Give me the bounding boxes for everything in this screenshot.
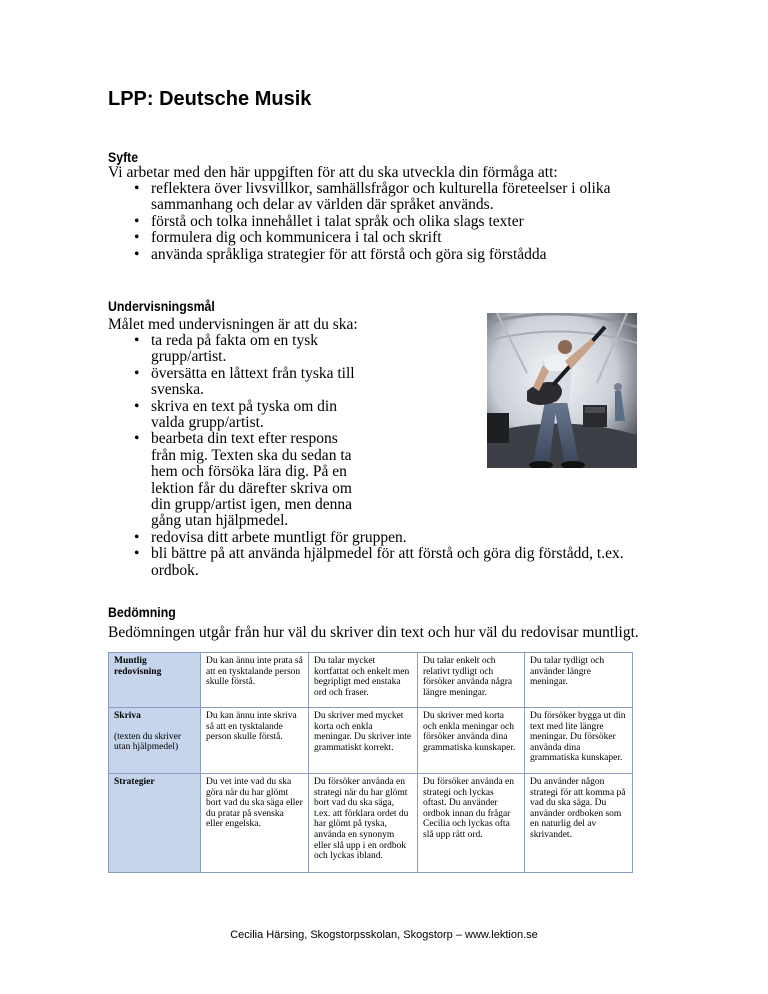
table-row	[109, 774, 633, 873]
syfte-intro: Vi arbetar med den här uppgiften för att du ska utveckla din förmåga att:	[108, 164, 558, 181]
list-item: • formulera dig och kommunicera i tal och skrift	[134, 229, 442, 247]
page-footer: Cecilia Härsing, Skogstorpsskolan, Skogstorp – www.lektion.se	[230, 929, 538, 941]
table-cell: Du försöker använda en strategi och lyckas oftast. Du använder ordbok innan du frågar Cecilia och lyckas ofta slå upp rätt ord.	[418, 774, 525, 873]
bedomning-intro: Bedömningen utgår från hur väl du skriver din text och hur väl du redovisar muntligt.	[108, 624, 639, 641]
table-cell: Du använder någon strategi för att komma på vad du ska säga. Du använder ordboken som en naturlig del av skrivandet.	[525, 774, 633, 873]
list-item: • bearbeta din text efter respons från mig. Texten ska du sedan ta hem och försöka lära dig. På en lektion får du därefter skriva om din grupp/artist igen, men denna gång utan hjälpmedel.	[134, 430, 353, 530]
table-cell: Du försöker bygga ut din text med lite längre meningar. Du försöker använda dina grammatiska kunskaper.	[525, 708, 633, 774]
list-item: • bli bättre på att använda hjälpmedel för att förstå och göra dig förstådd, t.ex. ordbok.	[134, 545, 624, 579]
table-cell: Du skriver med korta och enkla meningar och försöker använda dina grammatiska kunskaper.	[418, 708, 525, 774]
table-cell: Du kan ännu inte skriva så att en tysktalande person skulle förstå.	[201, 708, 309, 774]
row-header: Strategier	[109, 774, 201, 873]
row-header: Skriva (texten du skriver utan hjälpmedel)	[109, 708, 201, 774]
list-item: • ta reda på fakta om en tysk grupp/artist.	[134, 332, 318, 366]
list-item: • redovisa ditt arbete muntligt för gruppen.	[134, 528, 407, 546]
assessment-matrix	[108, 652, 633, 873]
table-cell: Du talar tydligt och använder längre meningar.	[525, 653, 633, 708]
list-item: • förstå och tolka innehållet i talat språk och olika slags texter	[134, 212, 524, 230]
table-cell: Du vet inte vad du ska göra när du har glömt bort vad du ska säga eller du pratar på svenska eller engelska.	[201, 774, 309, 873]
table-row	[109, 708, 633, 774]
mal-intro: Målet med undervisningen är att du ska:	[108, 316, 358, 333]
list-item: • översätta en låttext från tyska till svenska.	[134, 364, 355, 399]
list-item: • skriva en text på tyska om din valda grupp/artist.	[134, 397, 337, 432]
row-header: Muntlig redovisning	[109, 653, 201, 708]
syfte-heading: Syfte	[108, 149, 139, 165]
table-cell: Du skriver med mycket korta och enkla meningar. Du skriver inte grammatiskt korrekt.	[309, 708, 418, 774]
list-item: • använda språkliga strategier för att förstå och göra sig förstådda	[134, 245, 547, 263]
bedomning-heading: Bedömning	[108, 604, 176, 620]
table-cell: Du talar mycket kortfattat och enkelt men begripligt med enstaka ord och fraser.	[309, 653, 418, 708]
page-title: LPP: Deutsche Musik	[108, 88, 312, 110]
table-row	[109, 653, 633, 708]
syfte-list	[134, 181, 654, 263]
table-cell: Du kan ännu inte prata så att en tysktalande person skulle förstå.	[201, 653, 309, 708]
list-item: • reflektera över livsvillkor, samhällsfrågor och kulturella företeelser i olika sammanhang och delar av världen där språket används.	[134, 180, 611, 214]
table-cell: Du försöker använda en strategi när du har glömt bort vad du ska säga, t.ex. att förklara ordet du har glömt på tyska, använda en synonym eller slå upp i en ordbok och lyckas ibland.	[309, 774, 418, 873]
table-cell: Du talar enkelt och relativt tydligt och försöker använda några längre meningar.	[418, 653, 525, 708]
mal-heading: Undervisningsmål	[108, 298, 215, 314]
musician-photo	[487, 313, 637, 468]
